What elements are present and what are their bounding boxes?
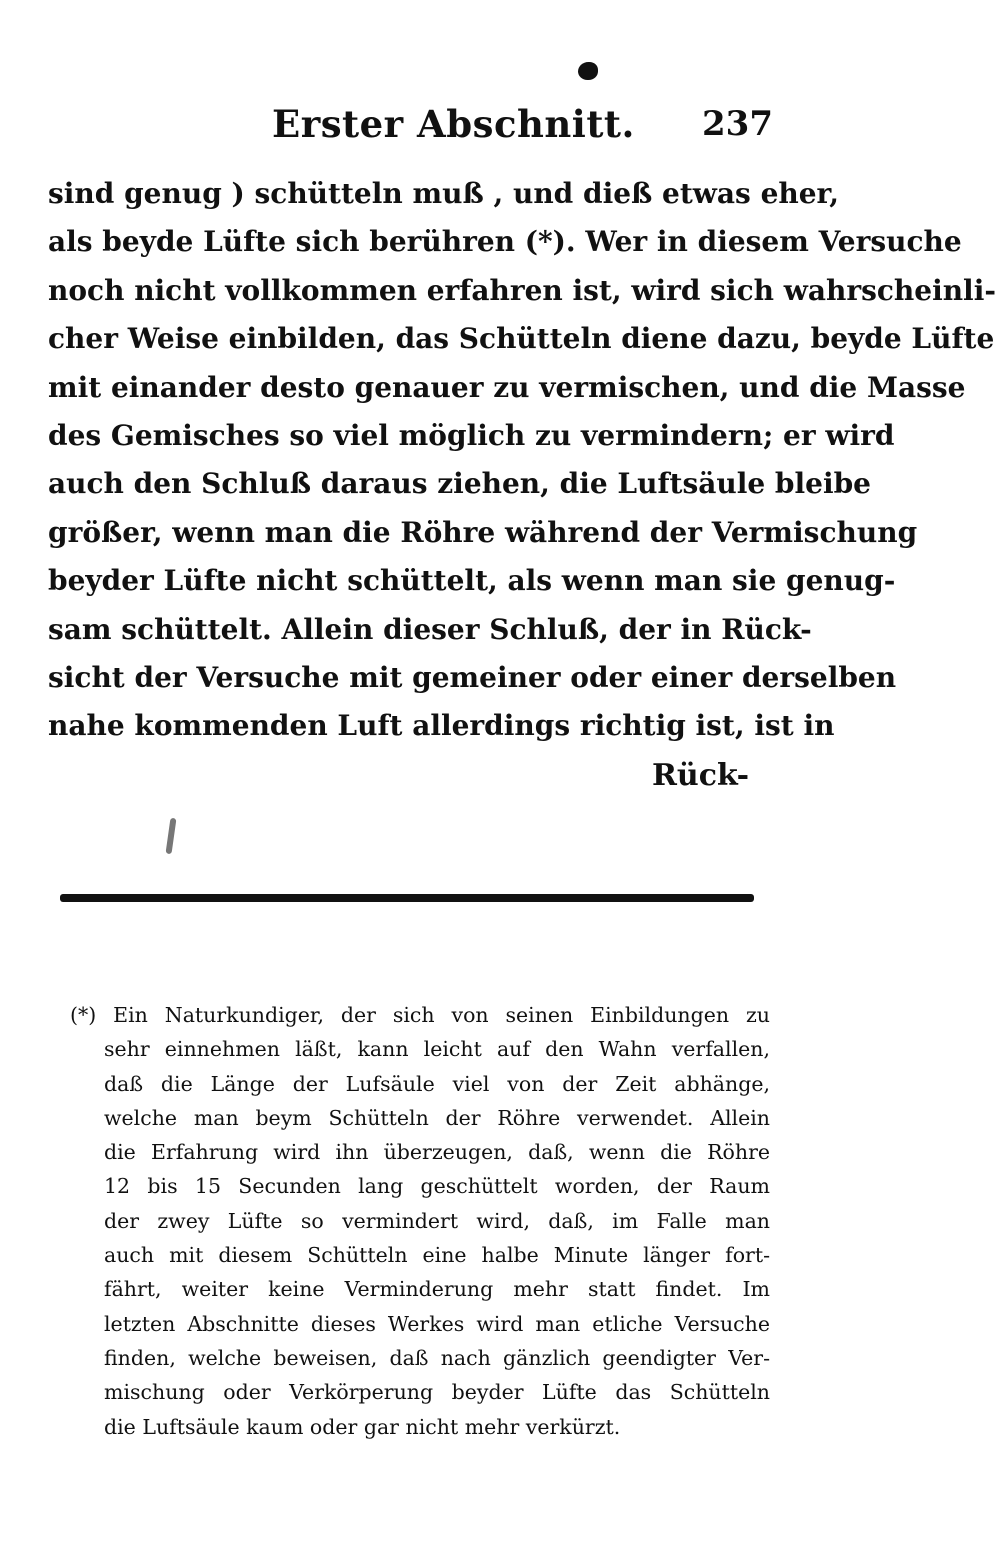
text-line: als beyde Lüfte sich berühren (*). Wer in diesem Versuche xyxy=(48,225,962,259)
footnote-line: mischung oder Verkörperung beyder Lüfte das Schütteln xyxy=(104,1380,770,1405)
text-line: größer, wenn man die Röhre während der Vermischung xyxy=(48,515,918,549)
footnote-line: daß die Länge der Lufsäule viel von der Zeit abhänge, xyxy=(104,1071,770,1096)
footnote-line: auch mit diesem Schütteln eine halbe Minute länger fort- xyxy=(104,1243,770,1268)
running-head: Erster Abschnitt. xyxy=(272,102,635,146)
footnote-line: fährt, weiter keine Verminderung mehr statt findet. Im xyxy=(104,1277,770,1302)
main-text xyxy=(48,170,996,751)
text-line: sicht der Versuche mit gemeiner oder einer derselben xyxy=(48,660,897,694)
ink-blot xyxy=(578,62,598,80)
text-line: nahe kommenden Luft allerdings richtig ist, ist in xyxy=(48,709,835,743)
footnote-line: letzten Abschnitte dieses Werkes wird man etliche Versuche xyxy=(104,1311,770,1336)
footnote xyxy=(70,998,770,1444)
footnote-line: 12 bis 15 Secunden lang geschüttelt worden, der Raum xyxy=(104,1174,770,1199)
stray-ink-mark xyxy=(166,818,177,854)
text-line: sam schüttelt. Allein dieser Schluß, der in Rück- xyxy=(48,612,812,646)
footnote-line: die Luftsäule kaum oder gar nicht mehr verkürzt. xyxy=(104,1414,621,1439)
text-line: sind genug ) schütteln muß , und dieß etwas eher, xyxy=(48,177,840,210)
footnote-line: der zwey Lüfte so vermindert wird, daß, im Falle man xyxy=(104,1208,770,1233)
text-line: mit einander desto genauer zu vermischen, und die Masse xyxy=(48,370,966,404)
catchword: Rück- xyxy=(652,758,750,793)
footnote-line: sehr einnehmen läßt, kann leicht auf den Wahn verfallen, xyxy=(104,1037,770,1062)
footnote-divider xyxy=(60,894,754,902)
text-line: des Gemisches so viel möglich zu vermindern; er wird xyxy=(48,418,895,452)
text-line: beyder Lüfte nicht schüttelt, als wenn man sie genug- xyxy=(48,564,896,598)
text-line: auch den Schluß daraus ziehen, die Luftsäule bleibe xyxy=(48,467,871,501)
footnote-line: welche man beym Schütteln der Röhre verwendet. Allein xyxy=(104,1105,770,1130)
text-line: cher Weise einbilden, das Schütteln diene dazu, beyde Lüfte xyxy=(48,322,995,356)
footnote-line: (*) Ein Naturkundiger, der sich von seinen Einbildungen zu xyxy=(70,1003,770,1027)
page-header xyxy=(0,100,830,150)
footnote-line: finden, welche beweisen, daß nach gänzlich geendigter Ver- xyxy=(104,1345,770,1370)
footnote-line: die Erfahrung wird ihn überzeugen, daß, wenn die Röhre xyxy=(104,1140,770,1165)
text-line: noch nicht vollkommen erfahren ist, wird sich wahrscheinli- xyxy=(48,273,996,307)
page-number: 237 xyxy=(702,104,773,144)
